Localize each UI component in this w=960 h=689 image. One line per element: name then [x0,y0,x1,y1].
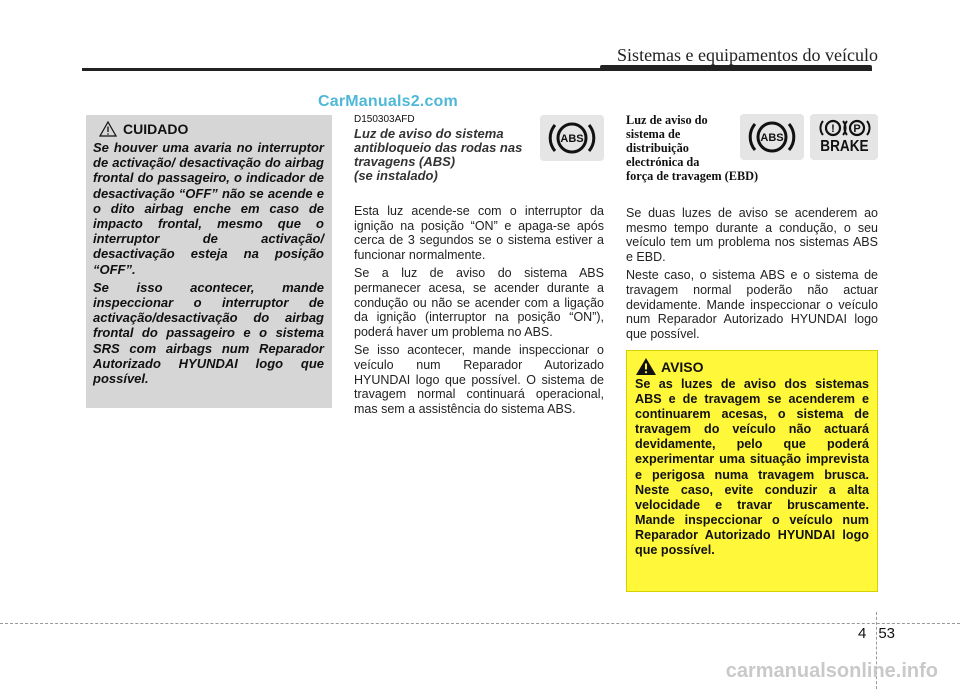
ebd-heading-line: electrónica da [626,155,700,169]
footer-rule [0,623,960,624]
ebd-heading-line: sistema de [626,127,681,141]
brake-icon-label: BRAKE [819,138,869,155]
watermark-top: CarManuals2.com [318,93,458,110]
abs-paragraph: Se isso acontecer, mande inspeccionar o veículo num Reparador Autorizado HYUNDAI logo que possível. O sistema de travagem normal continuará operacional, mas sem a assistência do sistema ABS. [354,343,604,416]
ebd-section-body [626,206,878,345]
warning-filled-triangle-icon [635,357,657,376]
abs-section-body [354,204,604,420]
abs-heading-line: Luz de aviso do sistema [354,126,504,141]
warning-triangle-icon [99,121,117,137]
ebd-paragraph: Neste caso, o sistema ABS e o sistema de travagem normal poderão não actuar devidamente. Mande inspeccionar o veículo num Reparador Autorizado HYUNDAI logo que possível. [626,268,878,341]
caution-paragraph: Se houver uma avaria no interruptor de activação/ desactivação do airbag frontal do passageiro, o indicador de desactivação “OFF” não se acende e o dito airbag enche em caso de impacto frontal, mesmo que o interruptor de activação/ desactivação esteja na posição “OFF”. [93,140,324,277]
abs-heading-line: (se instalado) [354,168,438,183]
svg-text:P: P [853,123,861,135]
abs-heading-line: antibloqueio das rodas nas [354,140,523,155]
warning-title: AVISO [661,358,704,375]
ebd-heading-line: força de travagem (EBD) [626,169,759,183]
abs-paragraph: Esta luz acende-se com o interruptor da ignição na posição “ON” e apaga-se após cerca de 3 segundos se o sistema estiver a funcionar normalmente. [354,204,604,262]
abs-icon [547,117,597,159]
ebd-heading-line: Luz de aviso do [626,113,708,127]
caution-paragraph: Se isso acontecer, mande inspeccionar o interruptor de activação/desactivação do airbag frontal do passageiro e o sistema SRS com airbags num Reparador Autorizado HYUNDAI logo que possível. [93,279,324,387]
header-rule [82,68,872,71]
brake-warning-light [810,114,878,160]
section-code: D150303AFD [354,114,415,125]
abs-paragraph: Se a luz de aviso do sistema ABS permanecer acesa, se acender durante a condução ou não se acender com a ligação da ignição (interruptor na posição “ON”), poderá haver um problema no ABS. [354,266,604,339]
abs-icon [747,116,797,158]
caution-box [86,115,332,408]
caution-title: CUIDADO [123,121,189,137]
watermark-bottom: carmanualsonline.info [725,660,938,682]
svg-text:!: ! [831,123,835,135]
abs-icon-label: ABS [560,133,584,145]
caution-header [93,121,324,137]
warning-header [635,357,869,376]
abs-icon-label: ABS [760,132,784,144]
warning-box [626,350,878,592]
page-number-value: 53 [878,625,896,642]
brake-symbols-icon [814,118,874,138]
page-number [858,625,895,642]
abs-warning-light [540,115,604,161]
ebd-heading-line: distribuição [626,141,689,155]
warning-text: Se as luzes de aviso dos sistemas ABS e de travagem se acenderem e continuarem acesas, o sistema de travagem do veículo não actuará devidamente, pelo que poderá experimentar uma situação imprevista e perigosa numa travagem brusca. Neste caso, evite conduzir a alta velocidade e travar bruscamente. Mande inspeccionar o veículo num Reparador Autorizado HYUNDAI logo que possível. [635,377,869,558]
chapter-number: 4 [858,625,867,642]
ebd-abs-warning-light [740,114,804,160]
ebd-paragraph: Se duas luzes de aviso se acenderem ao mesmo tempo durante a condução, o seu veículo tem um problema nos sistemas ABS e EBD. [626,206,878,264]
abs-section-heading [354,127,534,183]
abs-heading-line: travagens (ABS) [354,154,456,169]
header-title: Sistemas e equipamentos do veículo [617,45,878,65]
